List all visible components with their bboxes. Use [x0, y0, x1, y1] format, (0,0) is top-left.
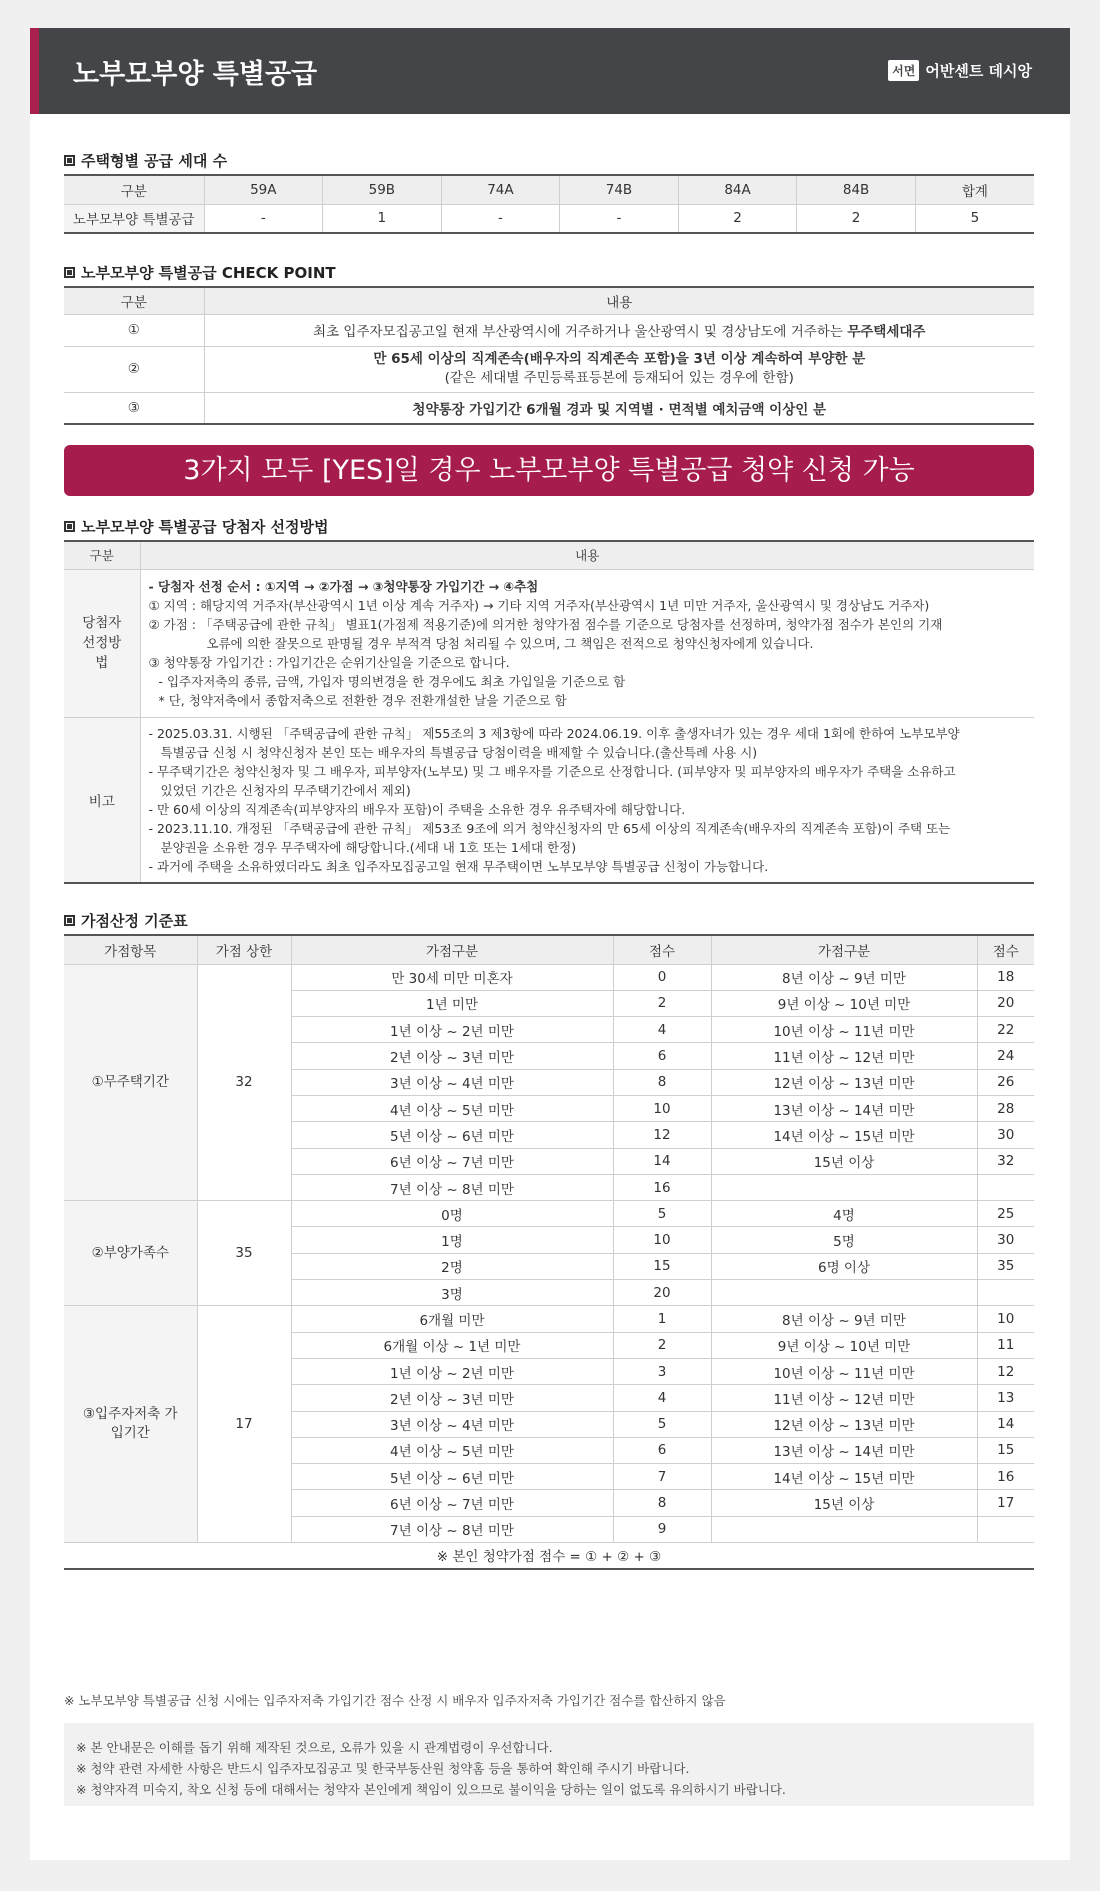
square-bullet-icon [64, 521, 75, 532]
points-criterion: 2년 이상 ~ 3년 미만 [291, 1385, 613, 1411]
table-row [64, 392, 1034, 424]
page-header [30, 28, 1070, 114]
points-criterion: 6명 이상 [711, 1253, 977, 1279]
col-header: 내용 [204, 287, 1034, 314]
table-cell: - [560, 204, 679, 233]
points-score: 13 [977, 1385, 1034, 1411]
points-score: 35 [977, 1253, 1034, 1279]
points-score: 16 [613, 1174, 711, 1200]
notice-page [30, 28, 1070, 1860]
points-score: 8 [613, 1490, 711, 1516]
points-max: 17 [197, 1306, 291, 1543]
points-criterion: 3년 이상 ~ 4년 미만 [291, 1069, 613, 1095]
points-score: 11 [977, 1332, 1034, 1358]
points-score: 2 [613, 1332, 711, 1358]
points-score: 12 [977, 1358, 1034, 1384]
points-criterion: 5년 이상 ~ 6년 미만 [291, 1464, 613, 1490]
points-criterion: 4명 [711, 1201, 977, 1227]
points-criterion [711, 1174, 977, 1200]
table-row [64, 717, 1034, 883]
table-row [64, 1306, 1034, 1332]
col-header: 가점 상한 [197, 935, 291, 964]
points-score: 4 [613, 1017, 711, 1043]
col-header: 구분 [64, 287, 204, 314]
points-score: 16 [977, 1464, 1034, 1490]
points-criterion: 2명 [291, 1253, 613, 1279]
points-criterion: 13년 이상 ~ 14년 미만 [711, 1437, 977, 1463]
table-header-row [64, 935, 1034, 964]
selection-table [64, 540, 1034, 884]
table-row [64, 314, 1034, 346]
col-header: 내용 [140, 541, 1034, 569]
points-table [64, 934, 1034, 1570]
remarks-cell: - 2025.03.31. 시행된 「주택공급에 관한 규칙」 제55조의 3 제3항에 따라 2024.06.19. 이후 출생자녀가 있는 경우 세대 1회에 한하여 노부모부양 특별공급 신청 시 청약신청자 본인 또는 배우자의 특별공급 당첨이력을 배제할 수 있습니다.(출산특례 사용 시) - 무주택기간은 청약신청자 및 그 배우자, 피부양자(노부모) 및 그 배우자를 기준으로 산정합니다. (피부양자 및 피부양자의 배우자가 주택을 소유하고 있었던 기간은 신청자의 무주택기간에서 제외) - 만 60세 이상의 직계존속(피부양자의 배우자 포함)이 주택을 소유한 경우 유주택자에 해당합니다. - 2023.11.10. 개정된 「주택공급에 관한 규칙」 제53조 9조에 의거 청약신청자의 만 65세 이상의 직계존속(배우자의 직계존속 포함)이 주택 또는 분양권을 소유한 경우 무주택자에 해당합니다.(세대 내 1호 또는 1세대 한정) - 과거에 주택을 소유하였더라도 최초 입주자모집공고일 현재 무주택이면 노부모부양 특별공급 신청이 가능합니다. [140, 717, 1034, 883]
col-header: 점수 [613, 935, 711, 964]
table-header-row [64, 541, 1034, 569]
col-header: 74A [441, 175, 560, 204]
col-header: 가점항목 [64, 935, 197, 964]
points-criterion: 15년 이상 [711, 1148, 977, 1174]
points-criterion: 14년 이상 ~ 15년 미만 [711, 1122, 977, 1148]
points-score [977, 1280, 1034, 1306]
points-score: 6 [613, 1437, 711, 1463]
points-score: 10 [977, 1306, 1034, 1332]
points-max: 32 [197, 964, 291, 1201]
row-number: ① [64, 314, 204, 346]
points-criterion: 8년 이상 ~ 9년 미만 [711, 1306, 977, 1332]
points-criterion: 15년 이상 [711, 1490, 977, 1516]
points-score: 10 [613, 1227, 711, 1253]
brand-badge: 서면 [888, 60, 919, 81]
disclaimer-line: ※ 청약 관련 자세한 사항은 반드시 입주자모집공고 및 한국부동산원 청약홈 등을 통하여 확인해 주시기 바랍니다. [76, 1761, 690, 1776]
points-criterion: 6년 이상 ~ 7년 미만 [291, 1490, 613, 1516]
supply-table [64, 174, 1034, 234]
points-criterion: 4년 이상 ~ 5년 미만 [291, 1095, 613, 1121]
points-score: 18 [977, 964, 1034, 990]
table-row [64, 346, 1034, 392]
points-score: 17 [977, 1490, 1034, 1516]
points-criterion: 11년 이상 ~ 12년 미만 [711, 1043, 977, 1069]
square-bullet-icon [64, 915, 75, 926]
col-header: 가점구분 [291, 935, 613, 964]
points-max: 35 [197, 1201, 291, 1306]
points-score: 15 [977, 1437, 1034, 1463]
table-row [64, 204, 1034, 233]
points-score: 3 [613, 1358, 711, 1384]
row-number: ② [64, 346, 204, 392]
row-header: 당첨자 선정방법 [64, 569, 140, 717]
brand-logo [888, 60, 1032, 81]
section-checkpoint-title: 노부모부양 특별공급 CHECK POINT [64, 262, 336, 283]
points-criterion: 6년 이상 ~ 7년 미만 [291, 1148, 613, 1174]
disclaimer-box [64, 1723, 1034, 1806]
col-header: 구분 [64, 541, 140, 569]
points-criterion [711, 1516, 977, 1542]
points-criterion: 14년 이상 ~ 15년 미만 [711, 1464, 977, 1490]
points-score: 30 [977, 1122, 1034, 1148]
points-score: 8 [613, 1069, 711, 1095]
points-criterion: 9년 이상 ~ 10년 미만 [711, 1332, 977, 1358]
points-criterion: 3명 [291, 1280, 613, 1306]
table-row [64, 569, 1034, 717]
selection-method-cell: - 당첨자 선정 순서 : ①지역 → ②가점 → ③청약통장 가입기간 → ④추첨 ① 지역 : 해당지역 거주자(부산광역시 1년 이상 계속 거주자) → 기타 지역 거주자(부산광역시 1년 미만 거주자, 울산광역시 및 경상남도 거주자) ② 가점 : 「주택공급에 관한 규칙」 별표1(가점제 적용기준)에 의거한 청약가점 점수를 기준으로 당첨자를 선정하며, 청약가점 점수가 본인의 기재 오류에 의한 잘못으로 판명될 경우 부적격 당첨 처리될 수 있으며, 그 책임은 전적으로 청약신청자에게 있습니다. ③ 청약통장 가입기간 : 가입기간은 순위기산일을 기준으로 합니다. - 입주자저축의 종류, 금액, 가입자 명의변경을 한 경우에도 최초 가입일을 기준으로 함 * 단, 청약저축에서 종합저축으로 전환한 경우 전환개설한 날을 기준으로 함 [140, 569, 1034, 717]
points-criterion: 6개월 이상 ~ 1년 미만 [291, 1332, 613, 1358]
table-cell: 만 65세 이상의 직계존속(배우자의 직계존속 포함)을 3년 이상 계속하여 부양한 분 (같은 세대별 주민등록표등본에 등재되어 있는 경우에 한함) [204, 346, 1034, 392]
points-criterion: 11년 이상 ~ 12년 미만 [711, 1385, 977, 1411]
points-score: 12 [613, 1122, 711, 1148]
disclaimer-line: ※ 본 안내문은 이해를 돕기 위해 제작된 것으로, 오류가 있을 시 관계법령이 우선합니다. [76, 1740, 553, 1755]
table-cell: 5 [915, 204, 1034, 233]
table-header-row [64, 175, 1034, 204]
points-category: ①무주택기간 [64, 964, 197, 1201]
page-title: 노부모부양 특별공급 [73, 59, 318, 90]
points-score: 14 [977, 1411, 1034, 1437]
section-supply-title: 주택형별 공급 세대 수 [64, 150, 227, 171]
points-score: 10 [613, 1095, 711, 1121]
col-header: 59A [204, 175, 323, 204]
points-criterion [711, 1280, 977, 1306]
col-header: 84A [678, 175, 797, 204]
table-cell: 최초 입주자모집공고일 현재 부산광역시에 거주하거나 울산광역시 및 경상남도에 거주하는 무주택세대주 [204, 314, 1034, 346]
col-header: 합계 [915, 175, 1034, 204]
col-header: 구분 [64, 175, 204, 204]
brand-name: 어반센트 데시앙 [925, 62, 1032, 80]
points-criterion: 9년 이상 ~ 10년 미만 [711, 990, 977, 1016]
points-criterion: 8년 이상 ~ 9년 미만 [711, 964, 977, 990]
points-score: 14 [613, 1148, 711, 1174]
table-cell: 2 [678, 204, 797, 233]
points-score: 4 [613, 1385, 711, 1411]
points-criterion: 10년 이상 ~ 11년 미만 [711, 1017, 977, 1043]
points-score: 9 [613, 1516, 711, 1542]
table-row [64, 1201, 1034, 1227]
points-criterion: 6개월 미만 [291, 1306, 613, 1332]
row-number: ③ [64, 392, 204, 424]
points-total-row [64, 1543, 1034, 1569]
points-score: 20 [977, 990, 1034, 1016]
points-criterion: 13년 이상 ~ 14년 미만 [711, 1095, 977, 1121]
points-criterion: 0명 [291, 1201, 613, 1227]
points-category: ③입주자저축 가입기간 [64, 1306, 197, 1543]
points-score: 25 [977, 1201, 1034, 1227]
points-score: 5 [613, 1411, 711, 1437]
points-criterion: 7년 이상 ~ 8년 미만 [291, 1516, 613, 1542]
points-score: 2 [613, 990, 711, 1016]
points-score: 30 [977, 1227, 1034, 1253]
points-score: 0 [613, 964, 711, 990]
points-criterion: 12년 이상 ~ 13년 미만 [711, 1069, 977, 1095]
table-cell: 청약통장 가입기간 6개월 경과 및 지역별 · 면적별 예치금액 이상인 분 [204, 392, 1034, 424]
points-score: 20 [613, 1280, 711, 1306]
points-total: ※ 본인 청약가점 점수 = ① + ② + ③ [64, 1543, 1034, 1569]
points-criterion: 3년 이상 ~ 4년 미만 [291, 1411, 613, 1437]
points-score: 24 [977, 1043, 1034, 1069]
points-score: 1 [613, 1306, 711, 1332]
points-criterion: 10년 이상 ~ 11년 미만 [711, 1358, 977, 1384]
col-header: 84B [797, 175, 916, 204]
col-header: 74B [560, 175, 679, 204]
points-score: 7 [613, 1464, 711, 1490]
table-header-row [64, 287, 1034, 314]
points-criterion: 1년 이상 ~ 2년 미만 [291, 1017, 613, 1043]
points-criterion: 7년 이상 ~ 8년 미만 [291, 1174, 613, 1200]
row-header: 비고 [64, 717, 140, 883]
points-score: 15 [613, 1253, 711, 1279]
points-score: 22 [977, 1017, 1034, 1043]
points-score: 6 [613, 1043, 711, 1069]
points-footnote: ※ 노부모부양 특별공급 신청 시에는 입주자저축 가입기간 점수 산정 시 배우자 입주자저축 가입기간 점수를 합산하지 않음 [64, 1693, 726, 1708]
table-cell: - [204, 204, 323, 233]
col-header: 가점구분 [711, 935, 977, 964]
table-cell: 1 [323, 204, 442, 233]
eligibility-banner: 3가지 모두 [YES]일 경우 노부모부양 특별공급 청약 신청 가능 [64, 445, 1034, 496]
checkpoint-table [64, 286, 1034, 425]
points-score [977, 1174, 1034, 1200]
points-criterion: 1년 이상 ~ 2년 미만 [291, 1358, 613, 1384]
table-cell: 2 [797, 204, 916, 233]
col-header: 59B [323, 175, 442, 204]
points-criterion: 4년 이상 ~ 5년 미만 [291, 1437, 613, 1463]
points-criterion: 12년 이상 ~ 13년 미만 [711, 1411, 977, 1437]
section-selection-title: 노부모부양 특별공급 당첨자 선정방법 [64, 516, 329, 537]
table-row [64, 964, 1034, 990]
points-criterion: 5명 [711, 1227, 977, 1253]
col-header: 점수 [977, 935, 1034, 964]
points-criterion: 2년 이상 ~ 3년 미만 [291, 1043, 613, 1069]
table-cell: - [441, 204, 560, 233]
points-criterion: 1년 미만 [291, 990, 613, 1016]
points-score: 5 [613, 1201, 711, 1227]
points-score [977, 1516, 1034, 1542]
points-score: 28 [977, 1095, 1034, 1121]
points-category: ②부양가족수 [64, 1201, 197, 1306]
section-points-title: 가점산정 기준표 [64, 910, 188, 931]
square-bullet-icon [64, 267, 75, 278]
points-criterion: 만 30세 미만 미혼자 [291, 964, 613, 990]
points-score: 32 [977, 1148, 1034, 1174]
disclaimer-line: ※ 청약자격 미숙지, 착오 신청 등에 대해서는 청약자 본인에게 책임이 있으므로 불이익을 당하는 일이 없도록 유의하시기 바랍니다. [76, 1782, 786, 1797]
square-bullet-icon [64, 155, 75, 166]
points-criterion: 1명 [291, 1227, 613, 1253]
points-score: 26 [977, 1069, 1034, 1095]
points-criterion: 5년 이상 ~ 6년 미만 [291, 1122, 613, 1148]
row-header: 노부모부양 특별공급 [64, 204, 204, 233]
